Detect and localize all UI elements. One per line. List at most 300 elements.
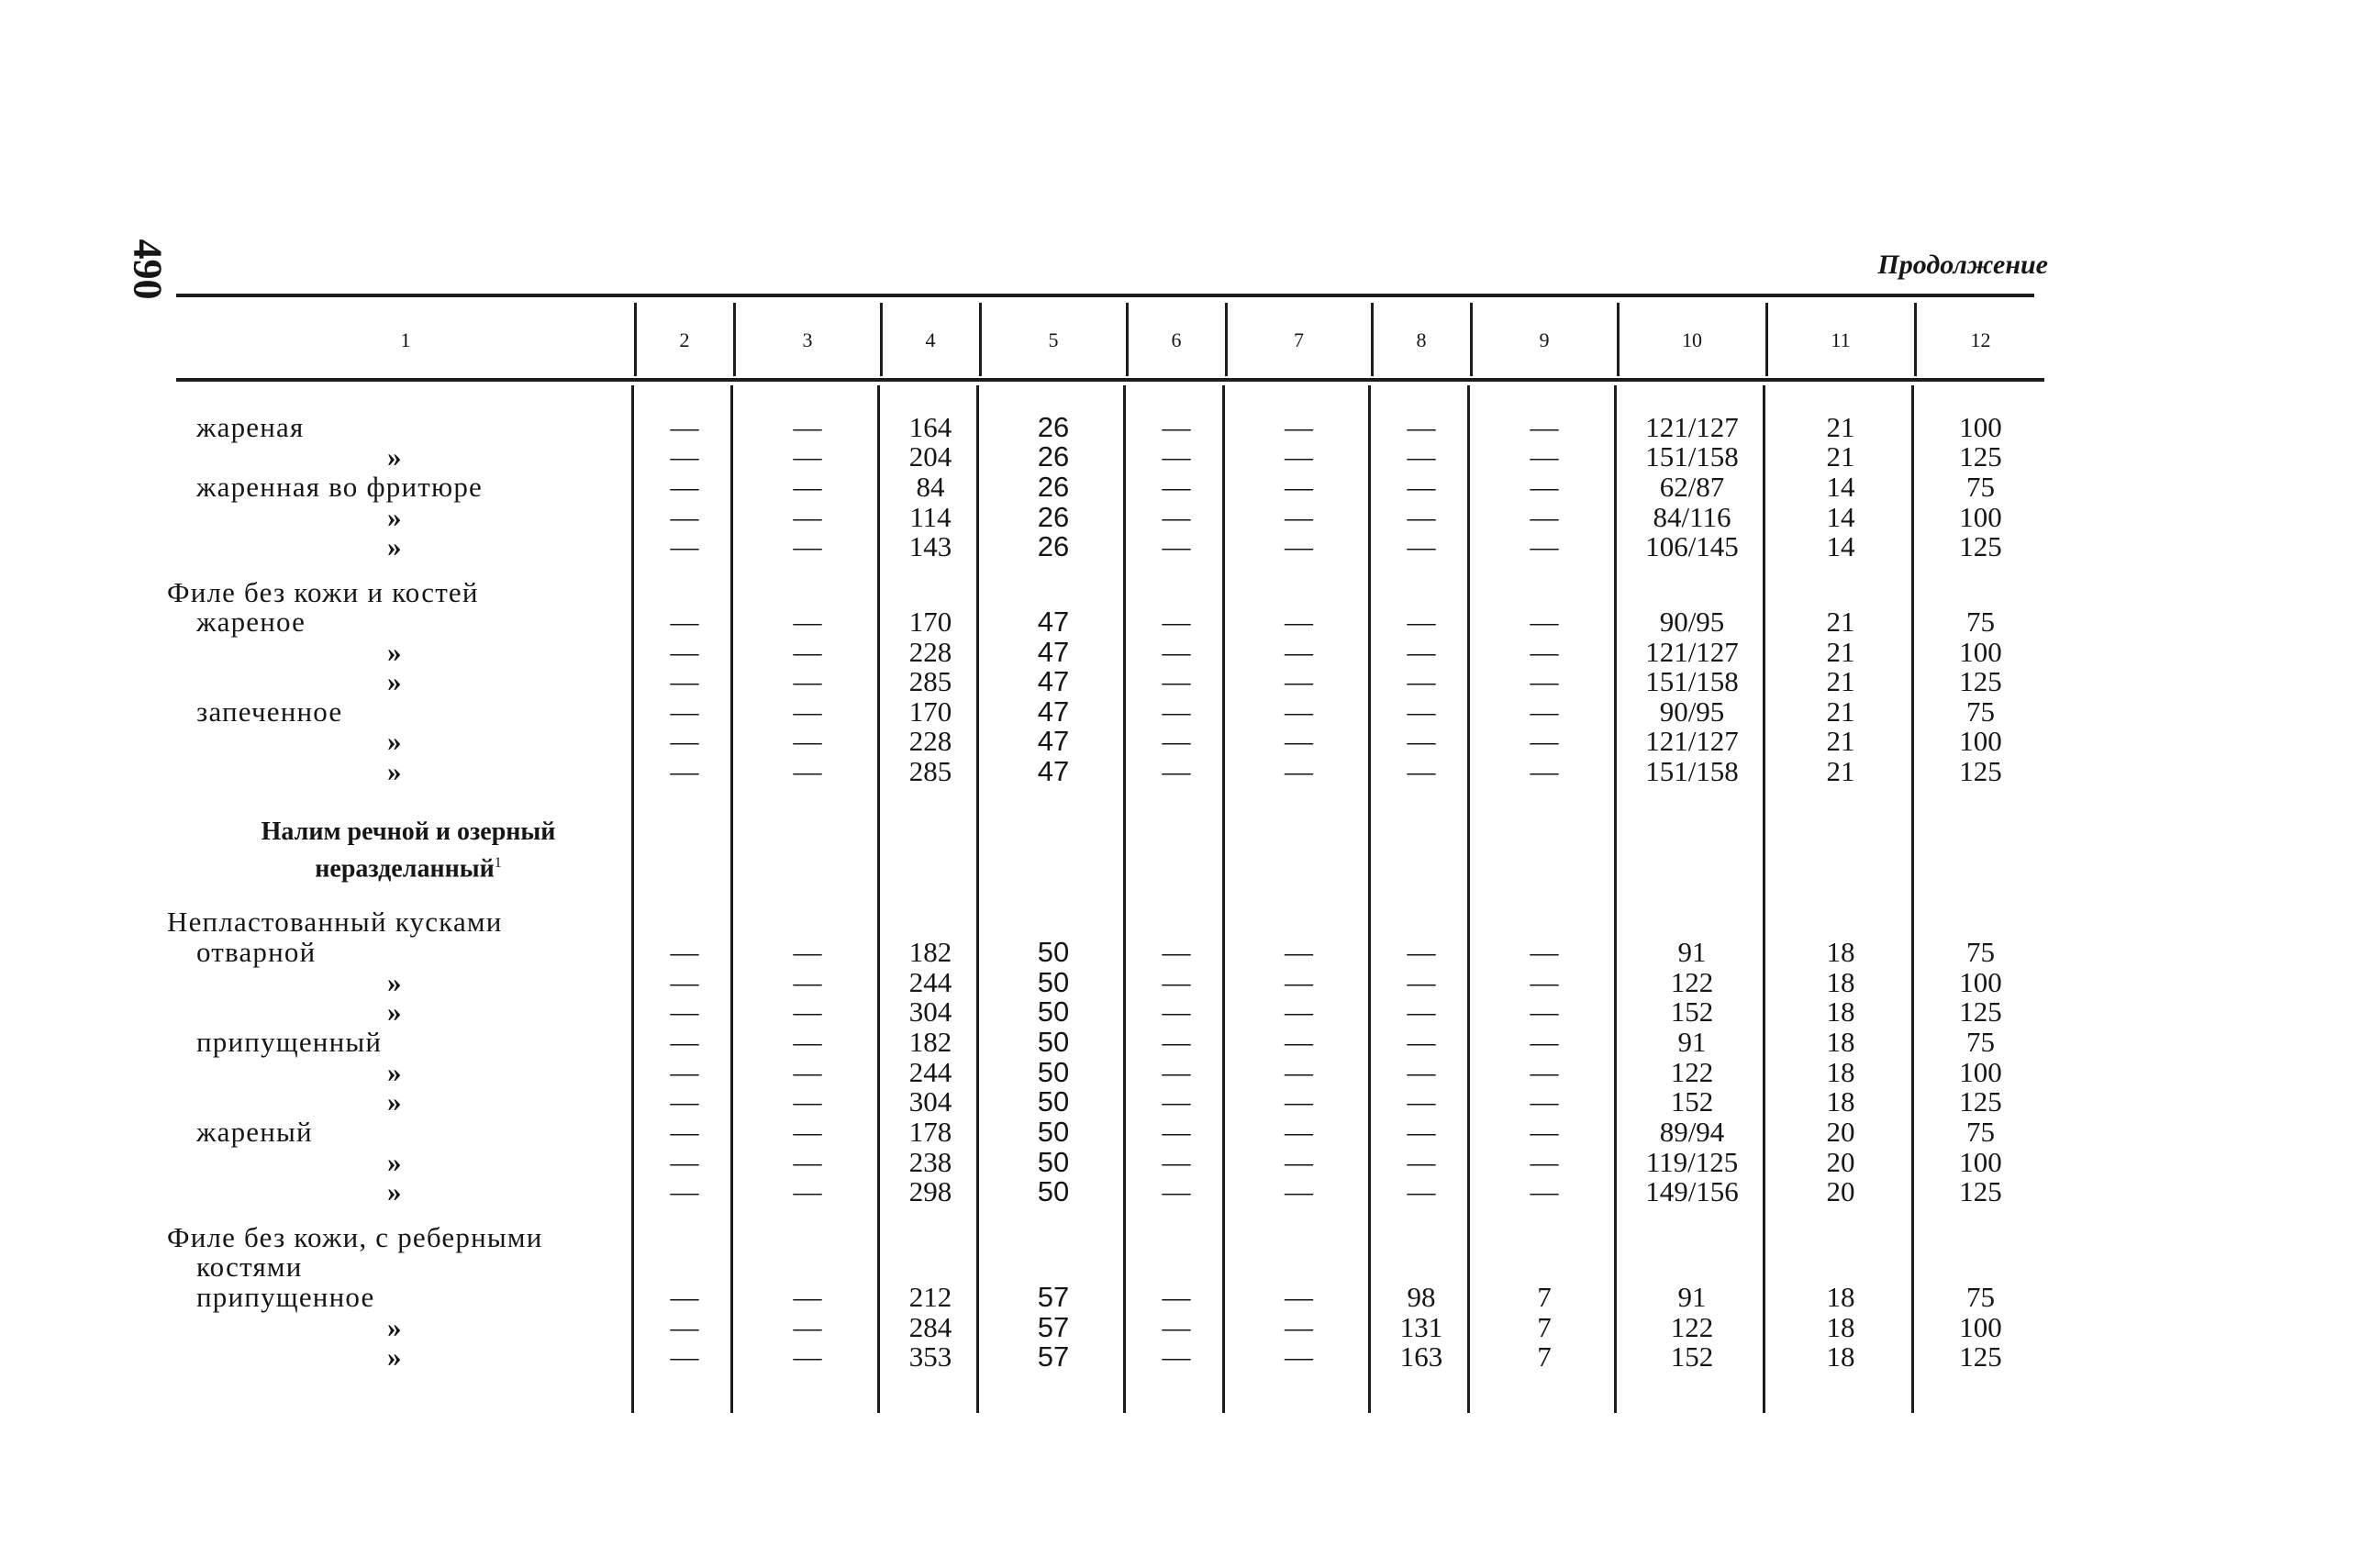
table-cell-col-3: —	[793, 606, 822, 638]
table-cell-col-11: 20	[1826, 1175, 1855, 1207]
table-cell-col-4: 182	[908, 936, 952, 968]
column-header-6: 6	[1171, 328, 1182, 351]
table-cell-col-3: —	[793, 1116, 822, 1148]
table-cell-col-3: —	[793, 1146, 822, 1178]
table-cell-col-8: —	[1407, 1026, 1436, 1058]
table-cell-col-5: 57	[1037, 1281, 1070, 1313]
table-cell-col-5: 47	[1037, 725, 1070, 757]
section-heading-line1: Налим речной и озерный	[261, 817, 556, 846]
table-cell-col-2: —	[670, 411, 699, 443]
row-label: »	[387, 725, 403, 757]
table-cell-col-11: 18	[1826, 966, 1855, 998]
table-cell-col-6: —	[1162, 995, 1191, 1028]
table-cell-col-11: 21	[1826, 665, 1855, 697]
table-cell-col-6: —	[1162, 1340, 1191, 1373]
row-label: »	[387, 755, 403, 787]
table-cell-col-6: —	[1162, 636, 1191, 668]
table-cell-col-10: 91	[1677, 1281, 1707, 1313]
table-cell-col-4: 170	[908, 695, 952, 728]
table-cell-col-5: 50	[1037, 995, 1070, 1028]
table-cell-col-6: —	[1162, 725, 1191, 757]
table-cell-col-10: 151/158	[1645, 440, 1739, 473]
table-cell-col-2: —	[670, 665, 699, 697]
table-cell-col-6: —	[1162, 471, 1191, 503]
table-cell-col-6: —	[1162, 1311, 1191, 1343]
table-cell-col-5: 26	[1037, 411, 1070, 443]
table-cell-col-7: —	[1285, 1026, 1313, 1058]
row-label: запеченное	[196, 695, 343, 728]
table-cell-col-8: —	[1407, 501, 1436, 533]
table-cell-col-6: —	[1162, 1175, 1191, 1207]
table-cell-col-12: 75	[1966, 606, 1995, 638]
footnote-mark: 1	[494, 855, 502, 871]
table-cell-col-11: 21	[1826, 755, 1855, 787]
table-cell-col-8: 98	[1407, 1281, 1436, 1313]
table-cell-col-9: —	[1530, 530, 1559, 562]
table-cell-col-7: —	[1285, 501, 1313, 533]
table-cell-col-4: 304	[908, 995, 952, 1028]
table-cell-col-3: —	[793, 411, 822, 443]
table-cell-col-4: 212	[908, 1281, 952, 1313]
table-cell-col-3: —	[793, 1340, 822, 1373]
table-cell-col-7: —	[1285, 440, 1313, 473]
table-cell-col-4: 244	[908, 966, 952, 998]
table-cell-col-4: 164	[908, 411, 952, 443]
table-cell-col-2: —	[670, 440, 699, 473]
table-cell-col-8: —	[1407, 440, 1436, 473]
table-cell-col-8: —	[1407, 755, 1436, 787]
table-cell-col-5: 47	[1037, 636, 1070, 668]
body-column-divider	[631, 385, 634, 1413]
column-header-10: 10	[1682, 328, 1702, 351]
table-cell-col-9: —	[1530, 471, 1559, 503]
table-cell-col-3: —	[793, 530, 822, 562]
table-cell-col-11: 21	[1826, 695, 1855, 728]
table-cell-col-5: 50	[1037, 966, 1070, 998]
table-cell-col-8: —	[1407, 636, 1436, 668]
table-cell-col-9: —	[1530, 695, 1559, 728]
table-cell-col-8: —	[1407, 1175, 1436, 1207]
table-cell-col-11: 21	[1826, 440, 1855, 473]
table-cell-col-10: 151/158	[1645, 755, 1739, 787]
table-cell-col-11: 21	[1826, 636, 1855, 668]
table-cell-col-2: —	[670, 966, 699, 998]
table-cell-col-10: 90/95	[1659, 606, 1725, 638]
row-label: »	[387, 1146, 403, 1178]
table-cell-col-2: —	[670, 1116, 699, 1148]
table-cell-col-7: —	[1285, 665, 1313, 697]
table-cell-col-5: 50	[1037, 1056, 1070, 1088]
table-cell-col-10: 106/145	[1645, 530, 1739, 562]
table-cell-col-9: —	[1530, 1175, 1559, 1207]
table-cell-col-10: 89/94	[1659, 1116, 1725, 1148]
table-cell-col-10: 121/127	[1645, 411, 1739, 443]
table-cell-col-11: 18	[1826, 1026, 1855, 1058]
table-cell-col-6: —	[1162, 411, 1191, 443]
table-cell-col-9: —	[1530, 1116, 1559, 1148]
table-cell-col-10: 121/127	[1645, 725, 1739, 757]
table-cell-col-6: —	[1162, 1146, 1191, 1178]
table-cell-col-10: 84/116	[1653, 501, 1731, 533]
table-cell-col-9: 7	[1537, 1311, 1552, 1343]
table-cell-col-11: 14	[1826, 501, 1855, 533]
table-cell-col-6: —	[1162, 966, 1191, 998]
table-cell-col-7: —	[1285, 755, 1313, 787]
table-cell-col-9: —	[1530, 606, 1559, 638]
table-cell-col-8: —	[1407, 966, 1436, 998]
table-cell-col-6: —	[1162, 1116, 1191, 1148]
row-label: »	[387, 636, 403, 668]
table-cell-col-7: —	[1285, 1175, 1313, 1207]
column-header-8: 8	[1416, 328, 1427, 351]
table-cell-col-11: 18	[1826, 1340, 1855, 1373]
table-cell-col-12: 75	[1966, 695, 1995, 728]
table-cell-col-3: —	[793, 1056, 822, 1088]
table-cell-col-11: 18	[1826, 1085, 1855, 1118]
table-cell-col-4: 178	[908, 1116, 952, 1148]
table-cell-col-2: —	[670, 530, 699, 562]
row-label: Филе без кожи и костей	[167, 576, 479, 608]
table-cell-col-3: —	[793, 936, 822, 968]
table-cell-col-3: —	[793, 1085, 822, 1118]
table-cell-col-4: 285	[908, 755, 952, 787]
table-cell-col-5: 50	[1037, 1085, 1070, 1118]
section-heading	[184, 817, 633, 884]
table-cell-col-10: 122	[1670, 1311, 1714, 1343]
table-cell-col-5: 50	[1037, 1116, 1070, 1148]
table-cell-col-5: 47	[1037, 665, 1070, 697]
table-cell-col-11: 21	[1826, 725, 1855, 757]
table-cell-col-4: 285	[908, 665, 952, 697]
table-cell-col-11: 18	[1826, 995, 1855, 1028]
row-label: »	[387, 1340, 403, 1373]
table-cell-col-8: —	[1407, 606, 1436, 638]
table-cell-col-7: —	[1285, 411, 1313, 443]
table-cell-col-9: —	[1530, 1056, 1559, 1088]
row-label: жареная	[196, 411, 305, 443]
table-cell-col-9: —	[1530, 665, 1559, 697]
table-cell-col-6: —	[1162, 1085, 1191, 1118]
table-cell-col-7: —	[1285, 471, 1313, 503]
table-cell-col-9: —	[1530, 411, 1559, 443]
row-label: костями	[196, 1251, 303, 1283]
table-cell-col-10: 90/95	[1659, 695, 1725, 728]
table-cell-col-7: —	[1285, 1311, 1313, 1343]
table-cell-col-3: —	[793, 995, 822, 1028]
table-cell-col-9: —	[1530, 755, 1559, 787]
table-cell-col-11: 21	[1826, 411, 1855, 443]
table-cell-col-4: 114	[909, 501, 952, 533]
table-cell-col-7: —	[1285, 1146, 1313, 1178]
table-cell-col-7: —	[1285, 936, 1313, 968]
row-label: »	[387, 440, 403, 473]
table-cell-col-3: —	[793, 725, 822, 757]
table-cell-col-3: —	[793, 695, 822, 728]
table-cell-col-4: 228	[908, 636, 952, 668]
continuation-label: Продолжение	[1877, 250, 2048, 280]
table-cell-col-7: —	[1285, 636, 1313, 668]
column-header-9: 9	[1539, 328, 1550, 351]
table-cell-col-12: 100	[1959, 1311, 2002, 1343]
table-cell-col-7: —	[1285, 530, 1313, 562]
table-cell-col-7: —	[1285, 995, 1313, 1028]
table-cell-col-12: 100	[1959, 501, 2002, 533]
row-label: Непластованный кусками	[167, 906, 503, 938]
table-cell-col-11: 18	[1826, 1281, 1855, 1313]
table-cell-col-8: 131	[1399, 1311, 1443, 1343]
table-cell-col-2: —	[670, 1340, 699, 1373]
table-cell-col-9: —	[1530, 1146, 1559, 1178]
table-cell-col-10: 152	[1670, 1340, 1714, 1373]
table-cell-col-9: —	[1530, 1026, 1559, 1058]
table-cell-col-8: —	[1407, 995, 1436, 1028]
row-label: Филе без кожи, с реберными	[167, 1221, 543, 1253]
table-cell-col-2: —	[670, 636, 699, 668]
table-cell-col-4: 143	[908, 530, 952, 562]
table-cell-col-9: 7	[1537, 1340, 1552, 1373]
table-cell-col-9: —	[1530, 440, 1559, 473]
table-cell-col-5: 50	[1037, 1026, 1070, 1058]
row-label: »	[387, 1311, 403, 1343]
table-cell-col-5: 26	[1037, 440, 1070, 473]
table-cell-col-6: —	[1162, 440, 1191, 473]
table-cell-col-7: —	[1285, 1085, 1313, 1118]
table-cell-col-2: —	[670, 755, 699, 787]
table-cell-col-4: 228	[908, 725, 952, 757]
table-cell-col-3: —	[793, 1281, 822, 1313]
table-cell-col-7: —	[1285, 1340, 1313, 1373]
table-cell-col-12: 75	[1966, 1281, 1995, 1313]
table-cell-col-2: —	[670, 936, 699, 968]
table-cell-col-2: —	[670, 1056, 699, 1088]
table-cell-col-4: 244	[908, 1056, 952, 1088]
table-cell-col-2: —	[670, 1281, 699, 1313]
section-heading-line2: неразделанный$^1$	[315, 854, 502, 884]
column-header-11: 11	[1831, 328, 1851, 351]
row-label: припущенное	[196, 1281, 375, 1313]
table-cell-col-9: 7	[1537, 1281, 1552, 1313]
table-cell-col-8: —	[1407, 530, 1436, 562]
table-cell-col-12: 75	[1966, 1026, 1995, 1058]
column-header-5: 5	[1048, 328, 1059, 351]
table-cell-col-8: —	[1407, 411, 1436, 443]
table-cell-col-2: —	[670, 1311, 699, 1343]
table-cell-col-3: —	[793, 636, 822, 668]
table-cell-col-2: —	[670, 606, 699, 638]
row-label: припущенный	[196, 1026, 383, 1058]
row-label: »	[387, 995, 403, 1028]
table-cell-col-4: 204	[908, 440, 952, 473]
row-label: »	[387, 1175, 403, 1207]
table-cell-col-3: —	[793, 1311, 822, 1343]
table-cell-col-4: 84	[916, 471, 945, 503]
table-cell-col-9: —	[1530, 725, 1559, 757]
row-label: жаренная во фритюре	[196, 471, 484, 503]
column-header-2: 2	[679, 328, 690, 351]
table-cell-col-2: —	[670, 471, 699, 503]
table-cell-col-4: 238	[908, 1146, 952, 1178]
table-cell-col-8: —	[1407, 471, 1436, 503]
column-header-3: 3	[802, 328, 813, 351]
column-header-4: 4	[925, 328, 936, 351]
table-cell-col-10: 151/158	[1645, 665, 1739, 697]
table-cell-col-6: —	[1162, 755, 1191, 787]
page-number: 490	[125, 239, 171, 300]
table-cell-col-2: —	[670, 695, 699, 728]
table-cell-col-8: —	[1407, 725, 1436, 757]
table-cell-col-8: —	[1407, 1146, 1436, 1178]
table-cell-col-3: —	[793, 966, 822, 998]
row-label: »	[387, 530, 403, 562]
table-cell-col-11: 21	[1826, 606, 1855, 638]
table-cell-col-12: 100	[1959, 966, 2002, 998]
table-cell-col-9: —	[1530, 636, 1559, 668]
table-cell-col-5: 50	[1037, 1175, 1070, 1207]
table-cell-col-12: 125	[1959, 530, 2002, 562]
row-label: »	[387, 1085, 403, 1118]
table-cell-col-11: 18	[1826, 936, 1855, 968]
table-cell-col-3: —	[793, 471, 822, 503]
table-cell-col-9: —	[1530, 1085, 1559, 1118]
table-cell-col-12: 75	[1966, 936, 1995, 968]
table-cell-col-8: —	[1407, 936, 1436, 968]
table-cell-col-4: 182	[908, 1026, 952, 1058]
top-rule	[176, 294, 2034, 297]
table-cell-col-6: —	[1162, 501, 1191, 533]
table-cell-col-3: —	[793, 755, 822, 787]
table-cell-col-5: 47	[1037, 695, 1070, 728]
row-label: »	[387, 665, 403, 697]
table-cell-col-12: 100	[1959, 725, 2002, 757]
row-label: отварной	[196, 936, 317, 968]
table-cell-col-10: 119/125	[1645, 1146, 1739, 1178]
column-header-7: 7	[1294, 328, 1304, 351]
table-cell-col-5: 50	[1037, 1146, 1070, 1178]
table-cell-col-11: 14	[1826, 471, 1855, 503]
table-cell-col-10: 122	[1670, 1056, 1714, 1088]
table-cell-col-8: —	[1407, 1085, 1436, 1118]
table-cell-col-5: 26	[1037, 530, 1070, 562]
table-cell-col-2: —	[670, 1175, 699, 1207]
table-cell-col-5: 57	[1037, 1340, 1070, 1373]
table-cell-col-3: —	[793, 1026, 822, 1058]
row-label: »	[387, 966, 403, 998]
table-cell-col-8: —	[1407, 695, 1436, 728]
table-cell-col-6: —	[1162, 1026, 1191, 1058]
table-cell-col-12: 100	[1959, 636, 2002, 668]
table-cell-col-10: 121/127	[1645, 636, 1739, 668]
table-cell-col-12: 125	[1959, 1175, 2002, 1207]
table-cell-col-12: 100	[1959, 1056, 2002, 1088]
table-cell-col-2: —	[670, 1146, 699, 1178]
table-cell-col-5: 47	[1037, 755, 1070, 787]
table-cell-col-6: —	[1162, 530, 1191, 562]
table-cell-col-4: 298	[908, 1175, 952, 1207]
table-cell-col-2: —	[670, 501, 699, 533]
table-cell-col-12: 125	[1959, 665, 2002, 697]
table-cell-col-5: 50	[1037, 936, 1070, 968]
column-header-1: 1	[400, 328, 411, 351]
table-cell-col-10: 152	[1670, 1085, 1714, 1118]
table-cell-col-7: —	[1285, 1056, 1313, 1088]
table-cell-col-3: —	[793, 501, 822, 533]
table-cell-col-4: 353	[908, 1340, 952, 1373]
table-cell-col-7: —	[1285, 966, 1313, 998]
column-header-12: 12	[1970, 328, 1991, 351]
table-cell-col-9: —	[1530, 995, 1559, 1028]
table-cell-col-2: —	[670, 725, 699, 757]
table-cell-col-7: —	[1285, 725, 1313, 757]
table-cell-col-4: 170	[908, 606, 952, 638]
table-cell-col-10: 91	[1677, 936, 1707, 968]
table-cell-col-12: 125	[1959, 1340, 2002, 1373]
table-cell-col-12: 75	[1966, 1116, 1995, 1148]
row-label: »	[387, 1056, 403, 1088]
table-cell-col-11: 18	[1826, 1311, 1855, 1343]
table-cell-col-12: 100	[1959, 411, 2002, 443]
table-cell-col-11: 20	[1826, 1146, 1855, 1178]
table-cell-col-7: —	[1285, 1116, 1313, 1148]
table-cell-col-2: —	[670, 1085, 699, 1118]
table-cell-col-12: 125	[1959, 995, 2002, 1028]
table-cell-col-4: 284	[908, 1311, 952, 1343]
table-cell-col-2: —	[670, 1026, 699, 1058]
table-cell-col-2: —	[670, 995, 699, 1028]
table-cell-col-10: 122	[1670, 966, 1714, 998]
table-cell-col-10: 152	[1670, 995, 1714, 1028]
table-cell-col-10: 62/87	[1659, 471, 1725, 503]
table-cell-col-7: —	[1285, 606, 1313, 638]
table-cell-col-12: 100	[1959, 1146, 2002, 1178]
table-cell-col-3: —	[793, 1175, 822, 1207]
table-cell-col-6: —	[1162, 1056, 1191, 1088]
table-cell-col-11: 20	[1826, 1116, 1855, 1148]
table-cell-col-5: 47	[1037, 606, 1070, 638]
table-cell-col-8: 163	[1399, 1340, 1443, 1373]
table-cell-col-5: 26	[1037, 471, 1070, 503]
table-cell-col-10: 91	[1677, 1026, 1707, 1058]
row-label: жареный	[196, 1116, 313, 1148]
header-rule	[176, 378, 2044, 382]
table-cell-col-8: —	[1407, 665, 1436, 697]
table-cell-col-12: 125	[1959, 755, 2002, 787]
table-cell-col-6: —	[1162, 606, 1191, 638]
table-cell-col-4: 304	[908, 1085, 952, 1118]
table-cell-col-11: 18	[1826, 1056, 1855, 1088]
table-cell-col-9: —	[1530, 936, 1559, 968]
table-cell-col-5: 57	[1037, 1311, 1070, 1343]
table-cell-col-8: —	[1407, 1116, 1436, 1148]
table-cell-col-3: —	[793, 440, 822, 473]
table-cell-col-12: 125	[1959, 440, 2002, 473]
row-label: жареное	[196, 606, 306, 638]
table-cell-col-6: —	[1162, 936, 1191, 968]
table-cell-col-7: —	[1285, 1281, 1313, 1313]
table-cell-col-6: —	[1162, 695, 1191, 728]
table-cell-col-3: —	[793, 665, 822, 697]
table-cell-col-7: —	[1285, 695, 1313, 728]
table-cell-col-5: 26	[1037, 501, 1070, 533]
table-cell-col-11: 14	[1826, 530, 1855, 562]
table-cell-col-10: 149/156	[1645, 1175, 1739, 1207]
table-cell-col-8: —	[1407, 1056, 1436, 1088]
table-cell-col-12: 75	[1966, 471, 1995, 503]
table-cell-col-6: —	[1162, 1281, 1191, 1313]
table-cell-col-6: —	[1162, 665, 1191, 697]
table-cell-col-9: —	[1530, 966, 1559, 998]
table-cell-col-12: 125	[1959, 1085, 2002, 1118]
table-cell-col-9: —	[1530, 501, 1559, 533]
